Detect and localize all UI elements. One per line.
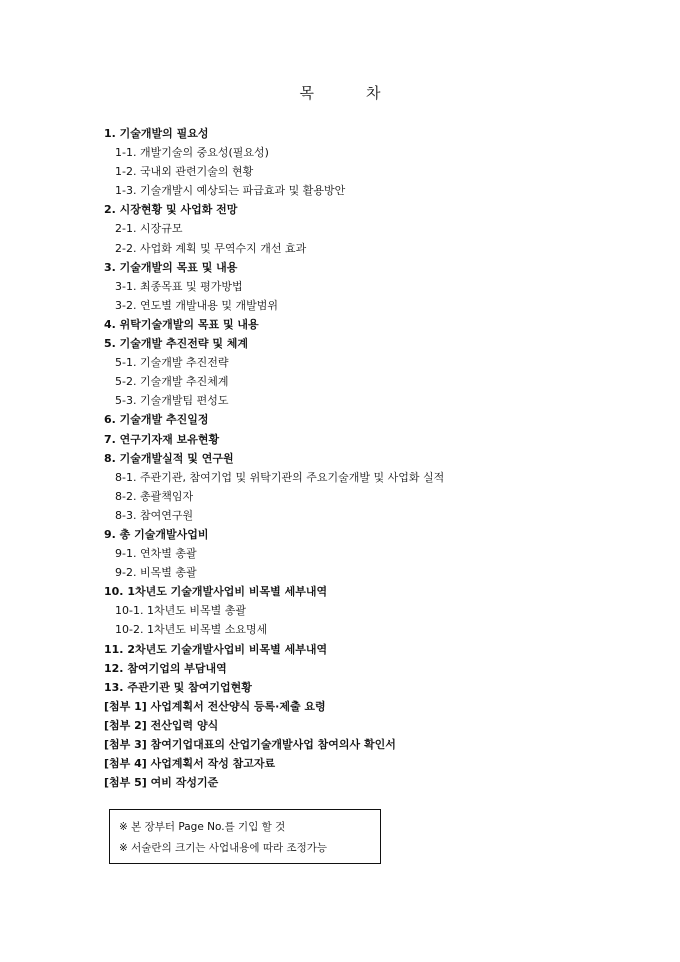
toc-subsection-entry: 3-2. 연도별 개발내용 및 개발범위: [115, 298, 278, 312]
toc-subsection-entry: 8-3. 참여연구원: [115, 508, 194, 522]
toc-section-entry: 6. 기술개발 추진일정: [104, 413, 209, 427]
title-char-1: 목: [299, 84, 314, 102]
toc-subsection-entry: 5-2. 기술개발 추진체계: [115, 375, 229, 389]
instruction-note-size: ※ 서술란의 크기는 사업내용에 따라 조정가능: [119, 842, 328, 854]
toc-subsection-entry: 1-1. 개발기술의 중요성(필요성): [115, 146, 269, 160]
toc-section-entry: 3. 기술개발의 목표 및 내용: [104, 260, 238, 274]
toc-section-entry: 8. 기술개발실적 및 연구원: [104, 451, 234, 465]
toc-subsection-entry: 1-3. 기술개발시 예상되는 파급효과 및 활용방안: [115, 184, 346, 198]
toc-section-entry: 2. 시장현황 및 사업화 전망: [104, 203, 238, 217]
toc-subsection-entry: 2-2. 사업화 계획 및 무역수지 개선 효과: [115, 241, 307, 255]
toc-section-entry: 9. 총 기술개발사업비: [104, 527, 209, 541]
instruction-box: [109, 809, 381, 864]
toc-subsection-entry: 5-3. 기술개발팀 편성도: [115, 394, 229, 408]
title-char-2: 차: [366, 84, 381, 102]
table-of-contents: [104, 124, 604, 792]
toc-subsection-entry: 5-1. 기술개발 추진전략: [115, 356, 229, 370]
toc-section-entry: [첨부 2] 전산입력 양식: [104, 718, 219, 732]
page-title: [0, 82, 680, 103]
instruction-note-page-number: ※ 본 장부터 Page No.를 기입 할 것: [119, 821, 286, 833]
toc-subsection-entry: 9-2. 비목별 총괄: [115, 566, 197, 580]
toc-section-entry: 10. 1차년도 기술개발사업비 비목별 세부내역: [104, 585, 328, 599]
toc-section-entry: [첨부 1] 사업계획서 전산양식 등록·제출 요령: [104, 699, 326, 713]
toc-section-entry: 5. 기술개발 추진전략 및 체계: [104, 337, 249, 351]
toc-section-entry: [첨부 5] 여비 작성기준: [104, 776, 219, 790]
toc-section-entry: 1. 기술개발의 필요성: [104, 127, 209, 140]
toc-subsection-entry: 1-2. 국내외 관련기술의 현황: [115, 165, 254, 179]
toc-subsection-entry: 10-1. 1차년도 비목별 총괄: [115, 604, 246, 618]
toc-subsection-entry: 10-2. 1차년도 비목별 소요명세: [115, 623, 268, 637]
toc-subsection-entry: 9-1. 연차별 총괄: [115, 547, 197, 561]
toc-subsection-entry: 3-1. 최종목표 및 평가방법: [115, 279, 243, 293]
toc-section-entry: 11. 2차년도 기술개발사업비 비목별 세부내역: [104, 642, 328, 656]
toc-section-entry: [첨부 3] 참여기업대표의 산업기술개발사업 참여의사 확인서: [104, 738, 396, 751]
toc-subsection-entry: 8-2. 총괄책임자: [115, 489, 194, 503]
toc-section-entry: 12. 참여기업의 부담내역: [104, 661, 227, 675]
toc-subsection-entry: 2-1. 시장규모: [115, 222, 183, 236]
toc-section-entry: 13. 주관기관 및 참여기업현황: [104, 680, 252, 694]
toc-section-entry: [첨부 4] 사업계획서 작성 참고자료: [104, 757, 276, 771]
toc-subsection-entry: 8-1. 주관기관, 참여기업 및 위탁기관의 주요기술개발 및 사업화 실적: [115, 470, 445, 484]
toc-section-entry: 7. 연구기자재 보유현황: [104, 432, 220, 446]
toc-section-entry: 4. 위탁기술개발의 목표 및 내용: [104, 317, 259, 331]
